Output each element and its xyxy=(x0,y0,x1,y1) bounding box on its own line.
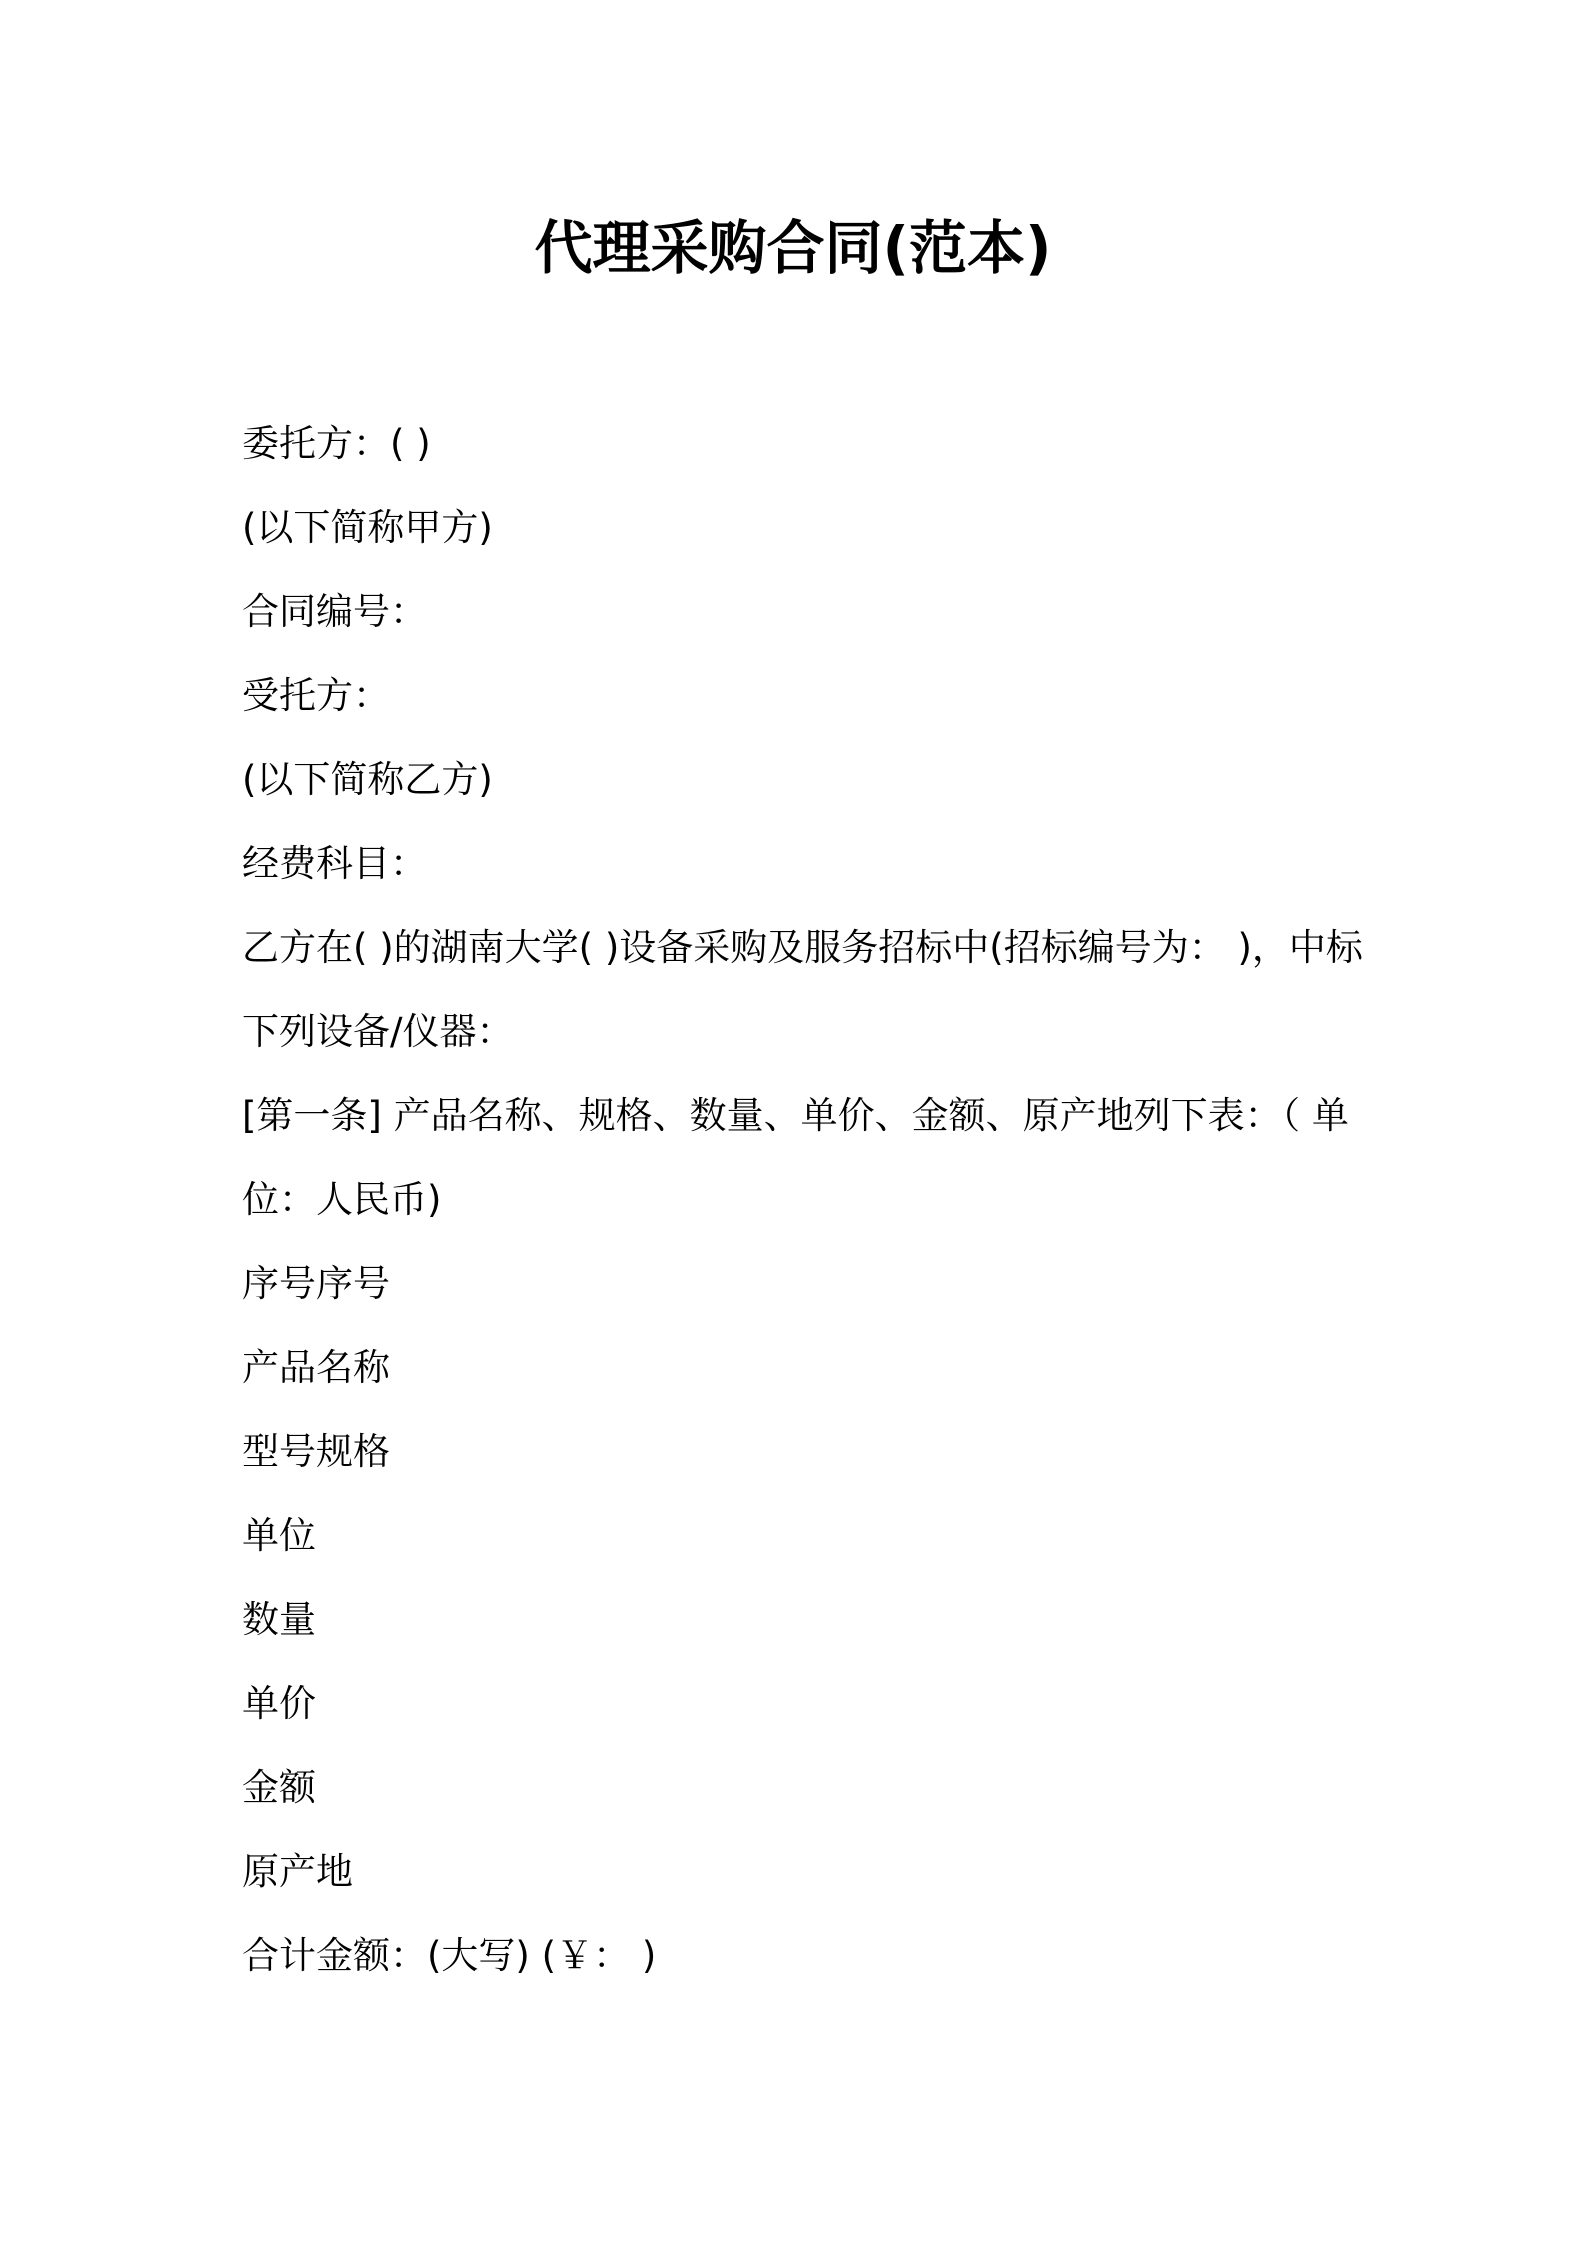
party-a-abbreviation-line: (以下简称甲方) xyxy=(242,506,493,549)
document-title: 代理采购合同(范本) xyxy=(534,214,1052,282)
party-b-abbreviation-line: (以下简称乙方) xyxy=(242,758,493,801)
column-unit: 单位 xyxy=(242,1514,316,1557)
column-model-spec: 型号规格 xyxy=(242,1430,390,1473)
column-unit-price: 单价 xyxy=(242,1682,316,1725)
column-origin: 原产地 xyxy=(242,1850,353,1893)
column-serial-number: 序号序号 xyxy=(242,1262,390,1305)
column-amount: 金额 xyxy=(242,1766,316,1809)
column-quantity: 数量 xyxy=(242,1598,316,1641)
tender-paragraph-line-2: 下列设备/仪器： xyxy=(242,1010,514,1053)
budget-item-line: 经费科目： xyxy=(242,842,427,885)
total-amount-line: 合计金额：(大写) (￥： ) xyxy=(242,1934,657,1977)
client-party-line: 委托方：( ) xyxy=(242,422,431,465)
document-body xyxy=(242,402,1362,1998)
column-product-name: 产品名称 xyxy=(242,1346,390,1389)
article-one-line-1: [第一条] 产品名称、规格、数量、单价、金额、原产地列下表：（ 单 xyxy=(242,1094,1349,1137)
contract-number-line: 合同编号： xyxy=(242,590,427,633)
tender-paragraph-line-1: 乙方在( )的湖南大学( )设备采购及服务招标中(招标编号为： )，中标 xyxy=(242,926,1363,969)
article-one-line-2: 位：人民币) xyxy=(242,1178,442,1221)
agent-party-line: 受托方： xyxy=(242,674,390,717)
